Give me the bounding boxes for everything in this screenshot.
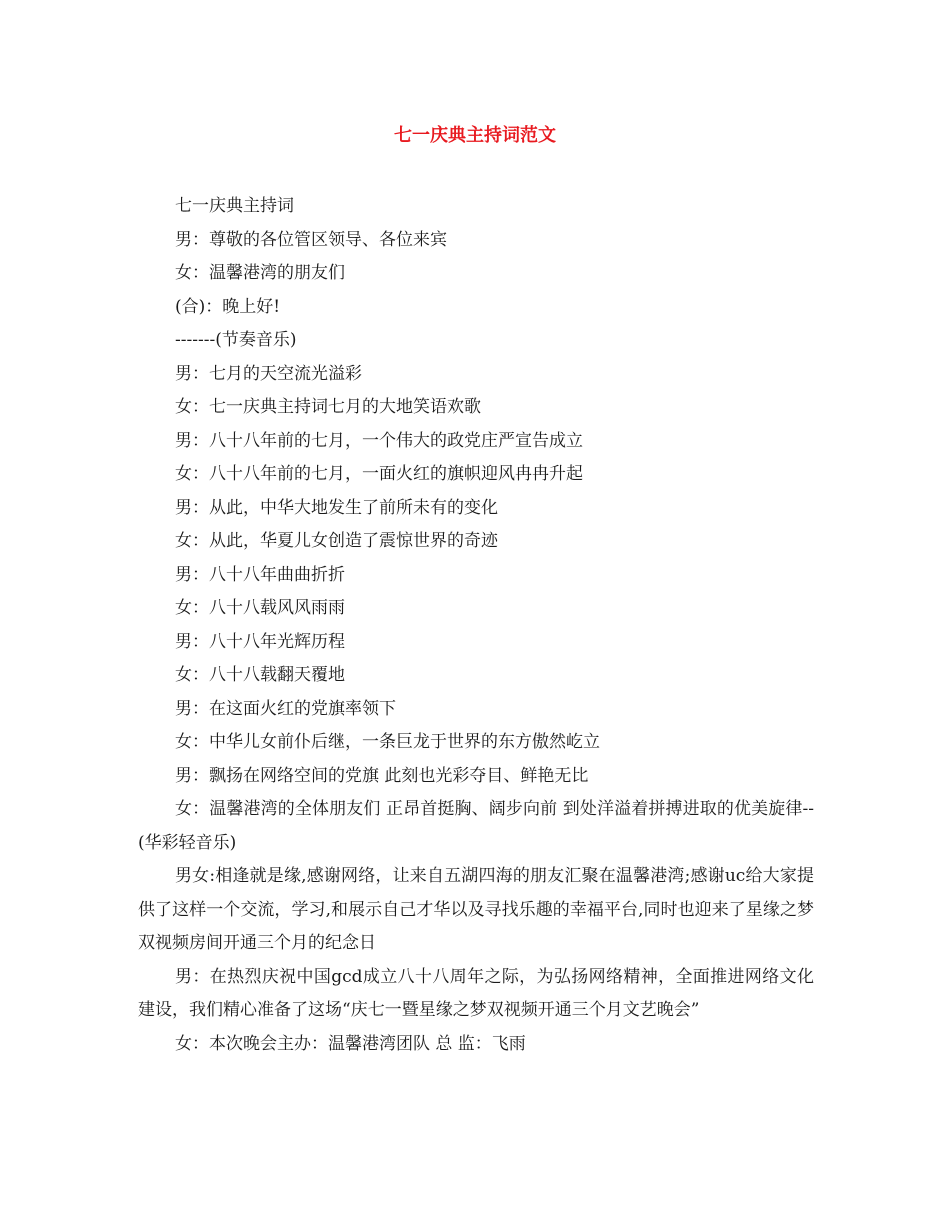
paragraph: 男：尊敬的各位管区领导、各位来宾 <box>175 229 447 250</box>
paragraph: 男：八十八年光辉历程 <box>175 631 345 652</box>
paragraph: 男：从此，中华大地发生了前所未有的变化 <box>175 497 498 518</box>
paragraph: 女：本次晚会主办：温馨港湾团队 总 监：飞雨 <box>175 1033 526 1054</box>
paragraph: 女：从此，华夏儿女创造了震惊世界的奇迹 <box>175 531 498 551</box>
paragraph: 男：飘扬在网络空间的党旗 此刻也光彩夺目、鲜艳无比 <box>175 765 589 786</box>
paragraph: 七一庆典主持词 <box>175 196 294 216</box>
paragraph: 女：温馨港湾的全体朋友们 正昂首挺胸、阔步向前 到处洋溢着拼搏进取的优美旋律--(华彩轻音乐) <box>138 799 814 853</box>
document-title: 七一庆典主持词范文 <box>394 125 556 146</box>
paragraph: -------(节奏音乐) <box>175 330 297 350</box>
paragraph: 女：八十八年前的七月，一面火红的旗帜迎风冉冉升起 <box>175 464 583 484</box>
paragraph: 女：七一庆典主持词七月的大地笑语欢歌 <box>175 397 481 417</box>
paragraph: 男：在这面火红的党旗率领下 <box>175 698 396 719</box>
paragraph: 男：八十八年前的七月，一个伟大的政党庄严宣告成立 <box>175 430 583 451</box>
paragraph: 女：八十八载风风雨雨 <box>175 598 345 618</box>
paragraph: 女：中华儿女前仆后继，一条巨龙于世界的东方傲然屹立 <box>175 732 600 752</box>
paragraph: 男：七月的天空流光溢彩 <box>175 363 362 384</box>
paragraph: 男：八十八年曲曲折折 <box>175 564 345 585</box>
paragraph: (合)：晚上好! <box>175 296 281 317</box>
paragraph: 女：八十八载翻天覆地 <box>175 665 345 685</box>
paragraph: 女：温馨港湾的朋友们 <box>175 263 345 283</box>
paragraph: 男：在热烈庆祝中国gcd成立八十八周年之际，为弘扬网络精神，全面推进网络文化建设，我们精心准备了这场“庆七一暨星缘之梦双视频开通三个月文艺晚会” <box>138 966 814 1020</box>
paragraph: 男女:相逢就是缘,感谢网络，让来自五湖四海的朋友汇聚在温馨港湾;感谢uc给大家提供了这样一个交流，学习,和展示自己才华以及寻找乐趣的幸福平台,同时也迎来了星缘之梦双视频房间开通三个月的纪念日 <box>138 866 814 953</box>
document-body <box>138 190 814 1061</box>
